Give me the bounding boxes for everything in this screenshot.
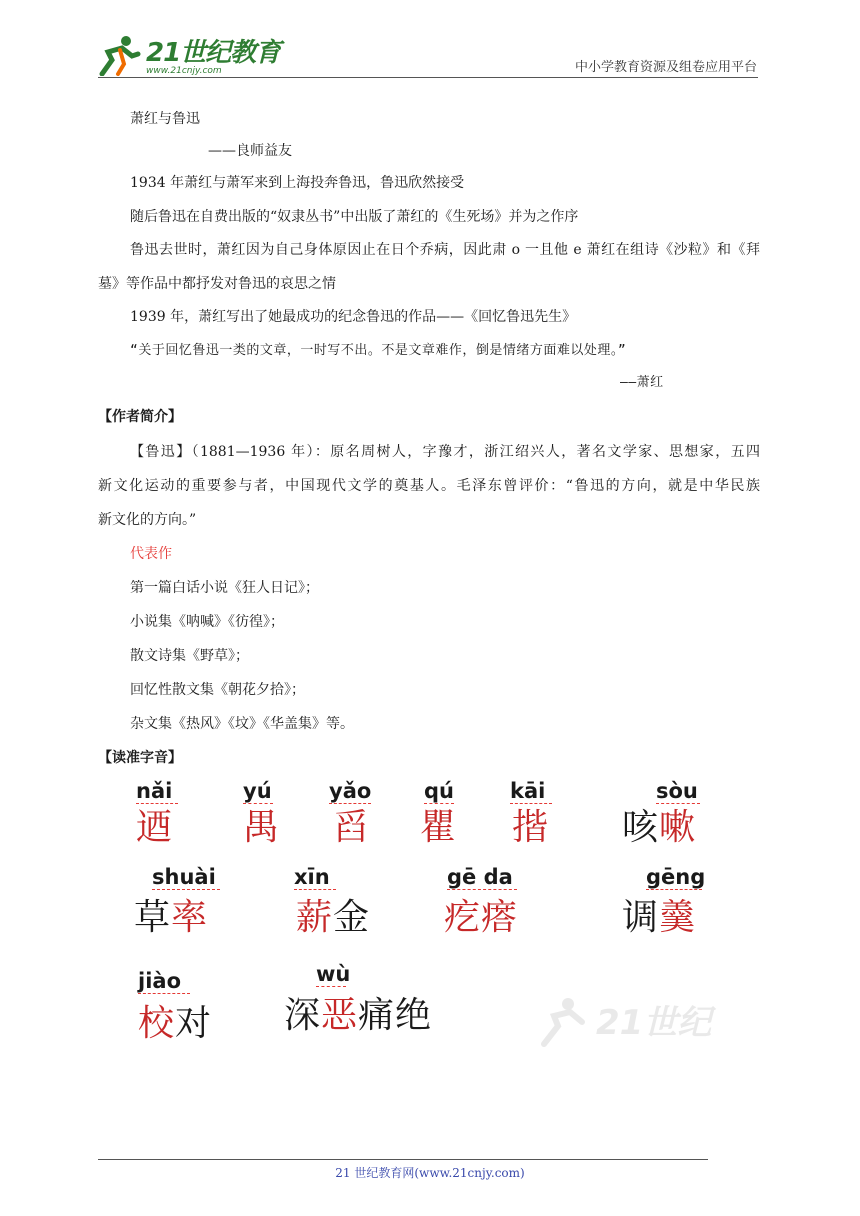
- hanzi: 舀: [333, 807, 371, 848]
- section-heading: 【作者简介】: [98, 409, 182, 425]
- pinyin: qú: [424, 779, 454, 803]
- intro-line: 1934 年萧红与萧军来到上海投奔鲁迅，鲁迅欣然接受: [130, 175, 465, 191]
- pinyin-underline: [447, 889, 517, 890]
- hanzi: 调羹: [622, 897, 697, 938]
- footer-text[interactable]: 21 世纪教育网(www.21cnjy.com): [335, 1166, 525, 1180]
- pinyin: nǎi: [136, 779, 173, 803]
- hanzi: 瞿: [420, 807, 458, 848]
- pinyin-underline: [243, 803, 273, 804]
- pinyin-underline: [136, 803, 178, 804]
- author-bio: 【鲁迅】（1881—1936 年）：原名周树人，字豫才，浙江绍兴人，著名文学家、思想家，五四: [130, 444, 760, 460]
- logo-text: 21世纪教育: [146, 38, 281, 68]
- hanzi: 禺: [243, 807, 281, 848]
- hanzi: 揩: [512, 807, 550, 848]
- hanzi: 深恶痛绝: [284, 995, 433, 1036]
- header-divider: [98, 77, 758, 78]
- pinyin-underline: [424, 803, 454, 804]
- intro-line: 随后鲁迅在自费出版的“奴隶丛书”中出版了萧红的《生死场》并为之作序: [130, 209, 579, 225]
- pinyin: yú: [243, 779, 272, 803]
- section-heading: 【读准字音】: [98, 750, 182, 766]
- hanzi: 草率: [134, 897, 209, 938]
- pinyin-underline: [329, 803, 371, 804]
- intro-line: 鲁迅去世时，萧红因为自己身体原因止在日个乔病，因此肃 o 一且他 e 萧红在组诗《沙粒》和《拜: [130, 242, 760, 258]
- pinyin-underline: [294, 889, 336, 890]
- work-item: 回忆性散文集《朝花夕拾》；: [130, 682, 305, 698]
- platform-name: 中小学教育资源及组卷应用平台: [574, 60, 757, 75]
- hanzi: 校对: [138, 1003, 213, 1044]
- work-item: 第一篇白话小说《狂人日记》；: [130, 580, 319, 596]
- hanzi: 薪金: [296, 897, 371, 938]
- pinyin-underline: [152, 889, 220, 890]
- hanzi: 疙瘩: [444, 897, 519, 938]
- work-item: 杂文集《热风》《坟》《华盖集》等。: [130, 716, 354, 732]
- hanzi: 迺: [136, 807, 174, 848]
- pinyin-underline: [656, 803, 700, 804]
- work-item: 散文诗集《野草》；: [130, 648, 249, 664]
- intro-line: 1939 年，萧红写出了她最成功的纪念鲁迅的作品——《回忆鲁迅先生》: [130, 309, 577, 325]
- works-label: 代表作: [130, 546, 172, 562]
- pinyin-underline: [316, 986, 346, 987]
- quote-text: “关于回忆鲁迅一类的文章，一时写不出。不是文章难作，倒是情绪方面难以处理。”: [130, 343, 627, 358]
- pinyin: yǎo: [329, 779, 372, 803]
- runner-logo-icon: [98, 34, 142, 76]
- intro-subtitle: ——良师益友: [208, 143, 292, 159]
- pinyin-underline: [138, 993, 190, 994]
- quote-author: ——萧红: [620, 375, 664, 390]
- pinyin: shuài: [152, 865, 216, 889]
- footer-divider: [98, 1159, 708, 1160]
- pinyin-underline: [646, 889, 702, 890]
- hanzi: 咳嗽: [622, 807, 697, 848]
- work-item: 小说集《呐喊》《彷徨》；: [130, 614, 284, 630]
- pinyin: gēng: [646, 865, 706, 889]
- pinyin-underline: [510, 803, 552, 804]
- pinyin: kāi: [510, 779, 546, 803]
- pinyin: xīn: [294, 865, 330, 889]
- watermark-text: 21世纪: [596, 1003, 712, 1043]
- intro-line: 墓》等作品中都抒发对鲁迅的哀思之情: [98, 276, 336, 292]
- author-bio: 新文化运动的重要参与者，中国现代文学的奠基人。毛泽东曾评价：“鲁迅的方向，就是中华民族: [98, 478, 760, 494]
- author-bio: 新文化的方向。”: [98, 512, 197, 528]
- logo-url: www.21cnjy.com: [146, 66, 222, 76]
- watermark-logo-icon: [538, 992, 718, 1048]
- pinyin: jiào: [138, 969, 181, 993]
- pinyin: gē da: [447, 865, 513, 889]
- pinyin: sòu: [656, 779, 698, 803]
- pinyin: wù: [316, 962, 351, 986]
- intro-title: 萧红与鲁迅: [130, 111, 200, 127]
